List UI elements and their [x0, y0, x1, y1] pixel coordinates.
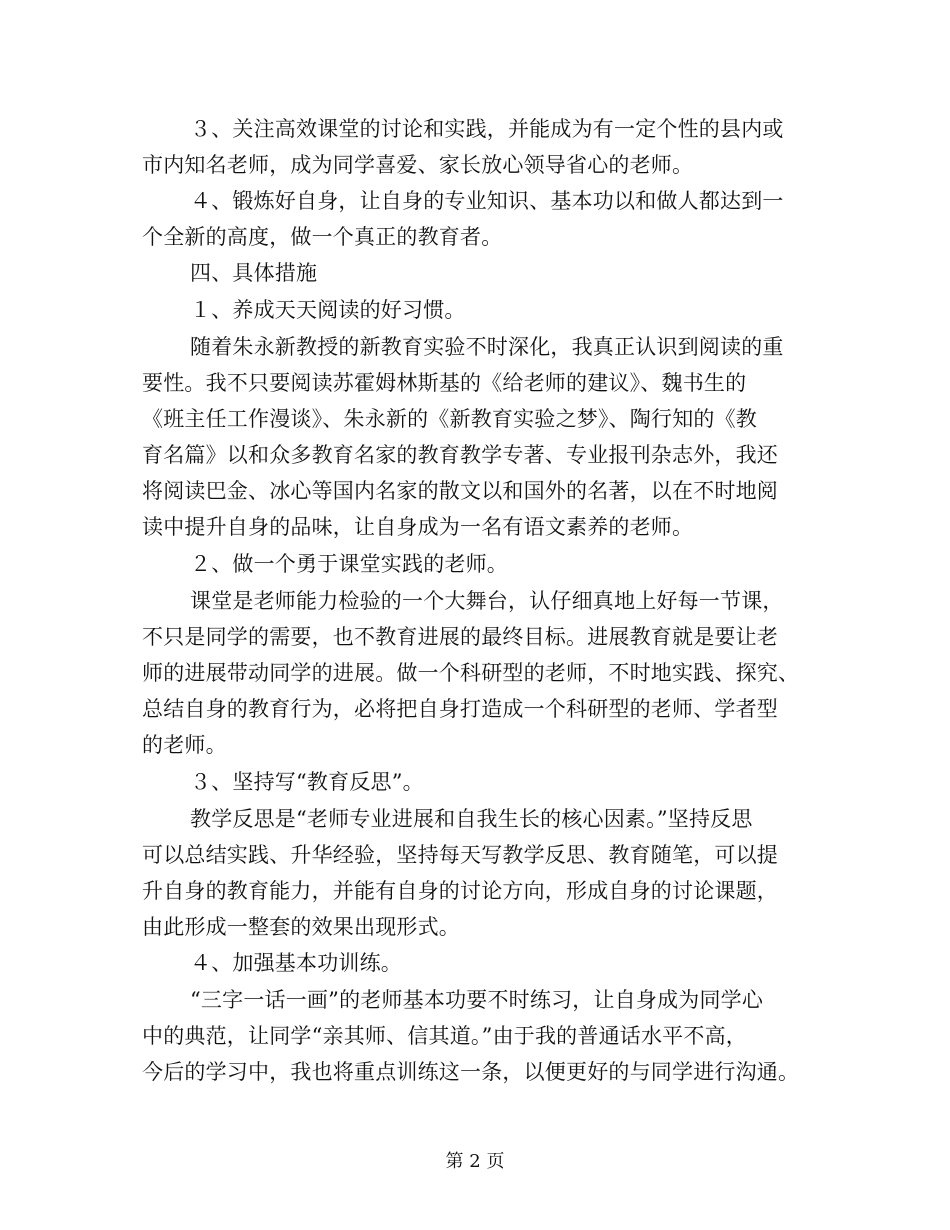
paragraph-line: ４、锻炼好自身，让自身的专业知识、基本功以和做人都达到一 [190, 189, 784, 213]
paragraph-line: 课堂是老师能力检验的一个大舞台，认仔细真地上好每一节课， [190, 589, 784, 613]
paragraph-line: 不只是同学的需要，也不教育进展的最终目标。进展教育就是要让老 [142, 625, 778, 649]
paragraph-line: 的老师。 [142, 733, 227, 757]
paragraph-line: 由此形成一整套的效果出现形式。 [142, 915, 460, 939]
paragraph-line: 《班主任工作漫谈》、朱永新的《新教育实验之梦》、陶行知的《教 [142, 407, 757, 431]
paragraph-line: 将阅读巴金、冰心等国内名家的散文以和国外的名著，以在不时地阅 [142, 479, 778, 503]
paragraph-line: 育名篇》以和众多教育名家的教育教学专著、专业报刊杂志外，我还 [142, 443, 778, 467]
paragraph-line: 中的典范，让同学“亲其师、信其道。”由于我的普通话水平不高， [142, 1024, 747, 1048]
page-number: 第 2 页 [445, 1151, 505, 1172]
subheading: ４、加强基本功训练。 [190, 951, 402, 975]
paragraph-line: 个全新的高度，做一个真正的教育者。 [142, 225, 503, 249]
subheading: １、养成天天阅读的好习惯。 [190, 298, 466, 322]
paragraph-line: 可以总结实践、升华经验，坚持每天写教学反思、教育随笔，可以提 [142, 843, 778, 867]
paragraph-line: ３、关注高效课堂的讨论和实践，并能成为有一定个性的县内或 [190, 117, 784, 141]
paragraph-line: 总结自身的教育行为，必将把自身打造成一个科研型的老师、学者型 [142, 697, 778, 721]
paragraph-line: 升自身的教育能力，并能有自身的讨论方向，形成自身的讨论课题， [142, 879, 778, 903]
subheading: ３、坚持写“教育反思”。 [190, 770, 424, 794]
paragraph-line: 今后的学习中，我也将重点训练这一条，以便更好的与同学进行沟通。 [142, 1060, 800, 1084]
paragraph-line: 要性。我不只要阅读苏霍姆林斯基的《给老师的建议》、魏书生的 [142, 371, 747, 395]
paragraph-line: 随着朱永新教授的新教育实验不时深化，我真正认识到阅读的重 [190, 335, 784, 359]
paragraph-line: 师的进展带动同学的进展。做一个科研型的老师，不时地实践、探究、 [142, 661, 800, 685]
paragraph-line: 读中提升自身的品味，让自身成为一名有语文素养的老师。 [142, 515, 694, 539]
subheading: ２、做一个勇于课堂实践的老师。 [190, 552, 508, 576]
paragraph-line: “三字一话一画”的老师基本功要不时练习，让自身成为同学心 [190, 988, 764, 1012]
section-heading: 四、具体措施 [190, 261, 318, 285]
paragraph-line: 市内知名老师，成为同学喜爱、家长放心领导省心的老师。 [142, 153, 694, 177]
paragraph-line: 教学反思是“老师专业进展和自我生长的核心因素。”坚持反思 [190, 807, 753, 831]
